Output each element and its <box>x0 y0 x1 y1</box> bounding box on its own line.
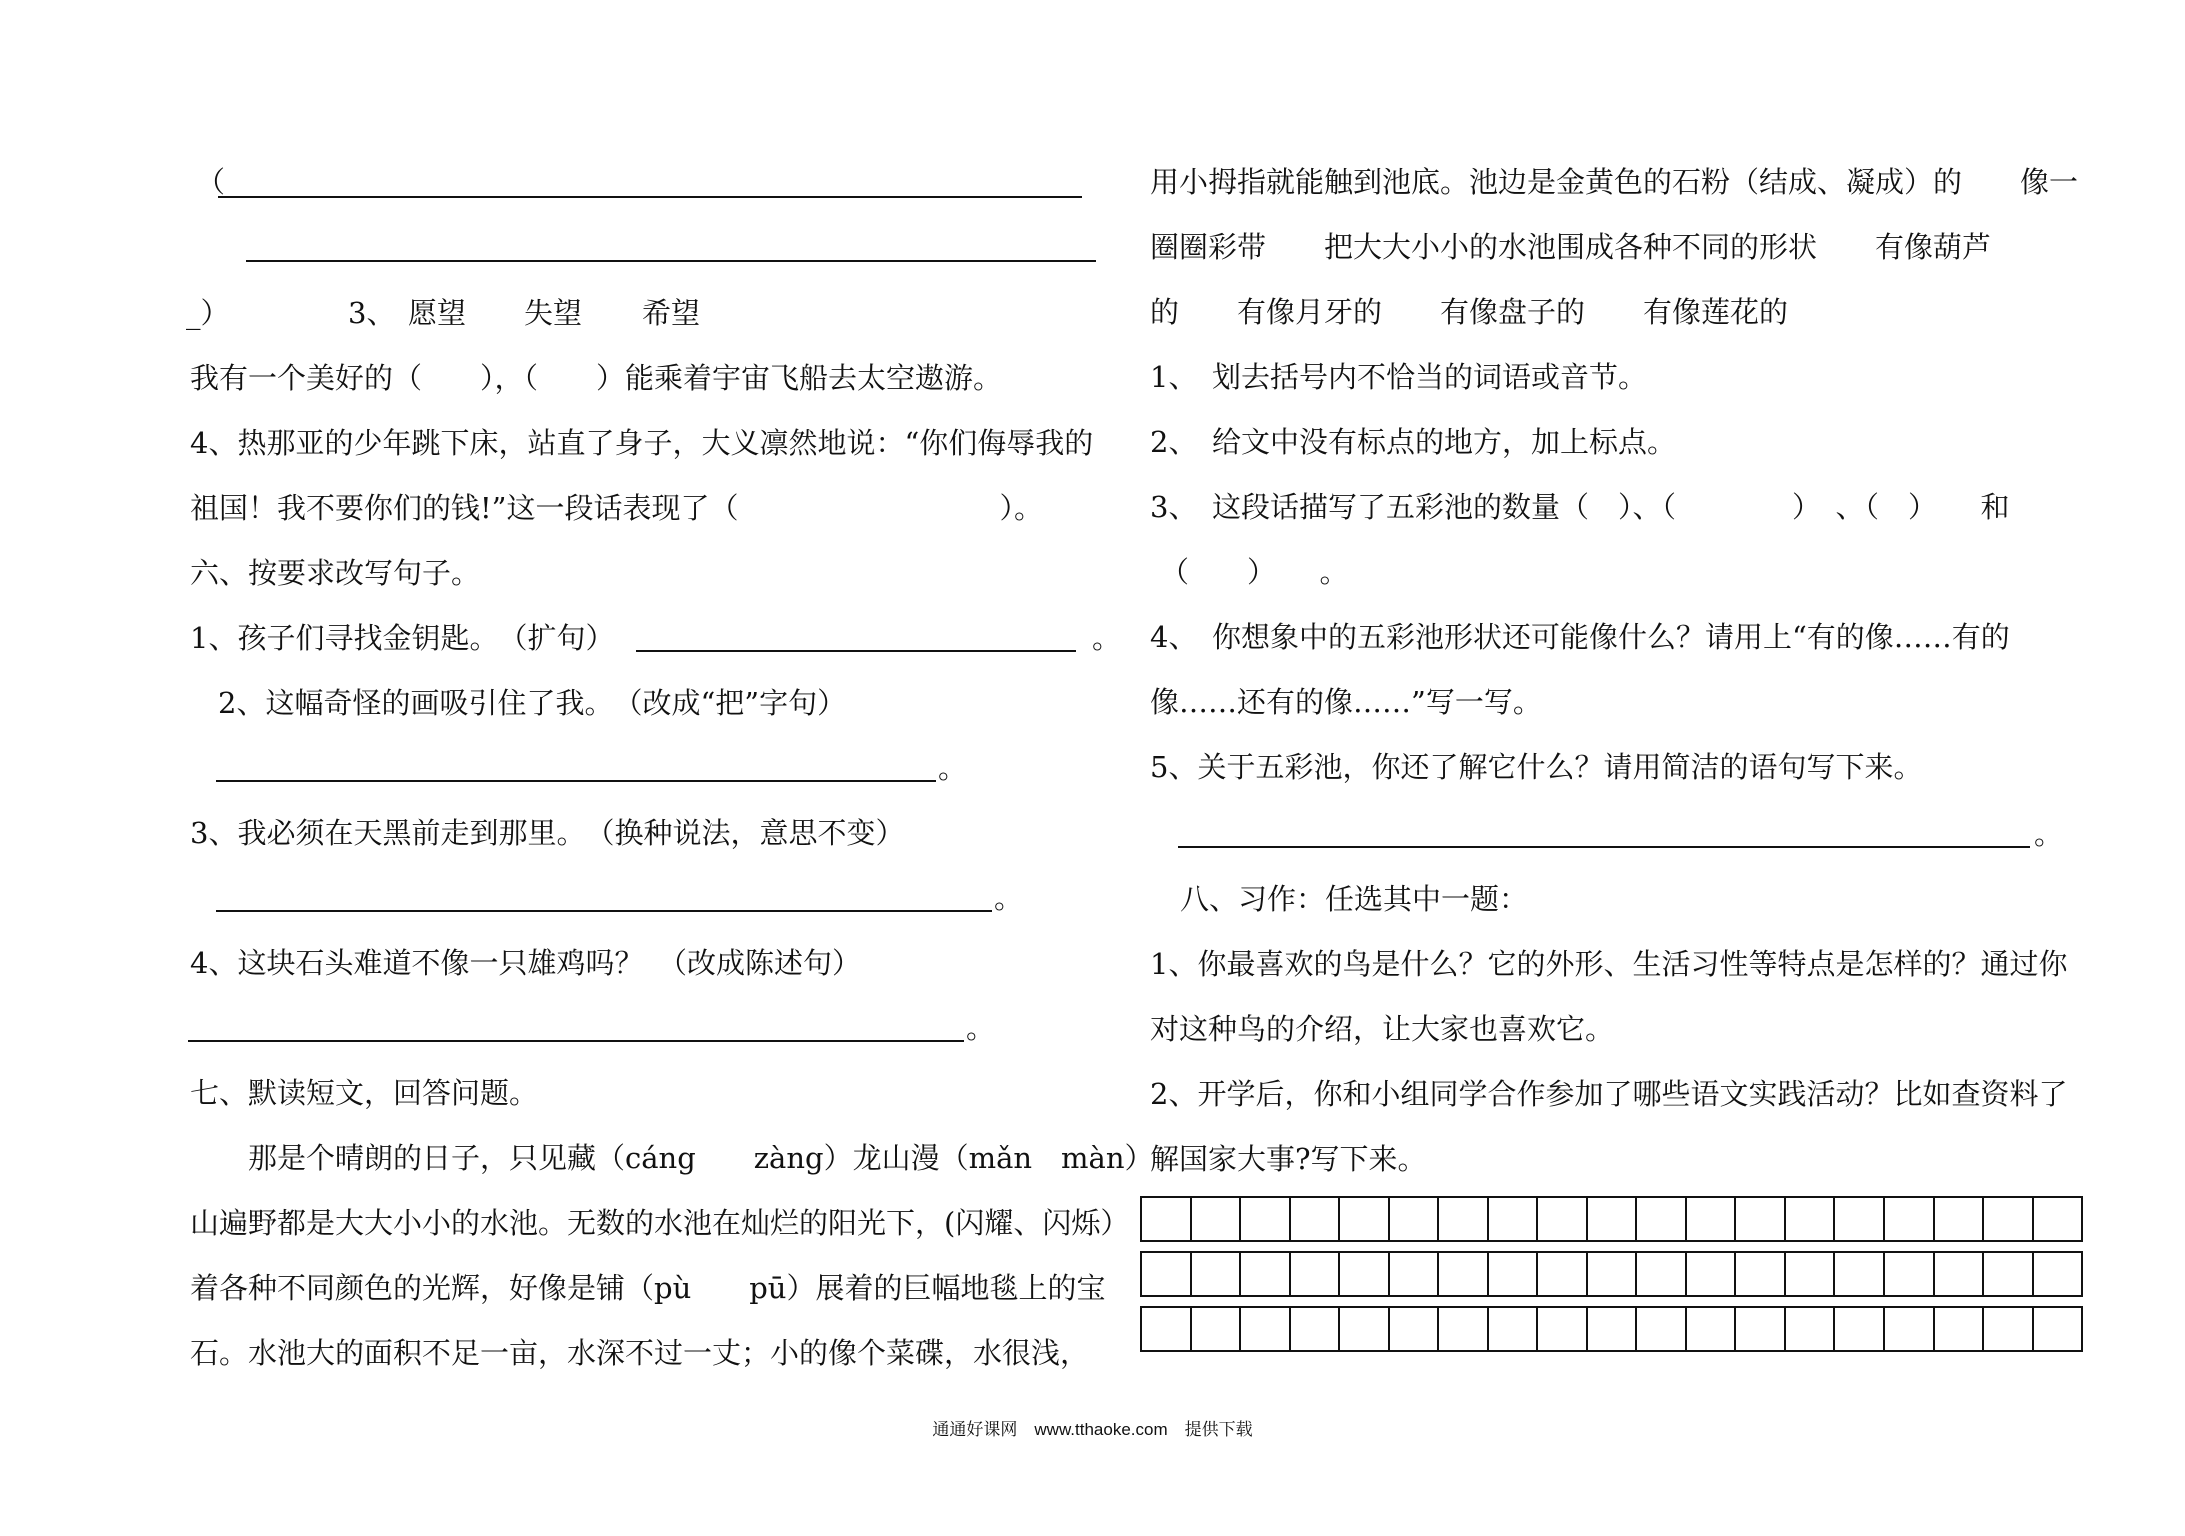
q3-word-2: 失望 <box>524 296 583 330</box>
grid-cell[interactable] <box>1142 1198 1192 1240</box>
grid-cell[interactable] <box>1340 1198 1390 1240</box>
s6-q3-period: 。 <box>994 881 1024 915</box>
grid-cell[interactable] <box>1984 1253 2034 1295</box>
q3-word-1: 愿望 <box>408 296 467 330</box>
grid-cell[interactable] <box>1439 1198 1489 1240</box>
s6-q1-answer-line[interactable] <box>636 650 1076 652</box>
grid-cell[interactable] <box>1142 1253 1192 1295</box>
question-5-answer-line[interactable] <box>1178 846 2030 848</box>
grid-cell[interactable] <box>1984 1198 2034 1240</box>
grid-cell[interactable] <box>1390 1253 1440 1295</box>
q3-word-3: 希望 <box>642 296 701 330</box>
s6-q4-period: 。 <box>966 1011 996 1045</box>
page-footer: 通通好课网 www.tthaoke.com 提供下载 <box>932 1420 1253 1439</box>
grid-cell[interactable] <box>1984 1308 2034 1350</box>
grid-cell[interactable] <box>1340 1308 1390 1350</box>
question-4: 4、 你想象中的五彩池形状还可能像什么？请用上“有的像……有的 <box>1150 620 2010 654</box>
grid-cell[interactable] <box>1538 1253 1588 1295</box>
question-4-cont: 像……还有的像……”写一写。 <box>1150 685 1542 719</box>
s6-q3-answer-line[interactable] <box>216 910 992 912</box>
writing-grid-row[interactable] <box>1140 1306 2083 1352</box>
grid-cell[interactable] <box>1885 1253 1935 1295</box>
passage-line: 用小拇指就能触到池底。池边是金黄色的石粉（结成、凝成）的 像一 <box>1150 165 2079 199</box>
grid-cell[interactable] <box>1439 1308 1489 1350</box>
grid-cell[interactable] <box>1291 1198 1341 1240</box>
grid-cell[interactable] <box>1687 1308 1737 1350</box>
grid-cell[interactable] <box>2034 1253 2082 1295</box>
s6-q1-text: 1、孩子们寻找金钥匙。 （扩句） <box>190 621 615 655</box>
question-5-period: 。 <box>2034 817 2064 851</box>
grid-cell[interactable] <box>1687 1253 1737 1295</box>
essay-option-2: 2、开学后，你和小组同学合作参加了哪些语文实践活动？比如查资料了 <box>1150 1077 2068 1111</box>
grid-cell[interactable] <box>1736 1198 1786 1240</box>
writing-grid-row[interactable] <box>1140 1196 2083 1242</box>
s6-q2-answer-line[interactable] <box>216 780 936 782</box>
grid-cell[interactable] <box>1241 1253 1291 1295</box>
grid-cell[interactable] <box>1588 1253 1638 1295</box>
grid-cell[interactable] <box>1192 1198 1242 1240</box>
grid-cell[interactable] <box>1241 1308 1291 1350</box>
q4-line-1: 4、热那亚的少年跳下床，站直了身子，大义凛然地说：“你们侮辱我的 <box>190 426 1094 460</box>
section-7-title: 七、默读短文，回答问题。 <box>190 1076 539 1110</box>
essay-option-1-cont: 对这种鸟的介绍，让大家也喜欢它。 <box>1150 1012 1615 1046</box>
grid-cell[interactable] <box>1637 1308 1687 1350</box>
section-8-title: 八、习作：任选其中一题： <box>1180 882 1529 916</box>
grid-cell[interactable] <box>1291 1308 1341 1350</box>
grid-cell[interactable] <box>1489 1308 1539 1350</box>
question-3-cont: （ ） 。 <box>1160 555 1349 589</box>
grid-cell[interactable] <box>1390 1308 1440 1350</box>
passage-line: 圈圈彩带 把大大小小的水池围成各种不同的形状 有像葫芦 <box>1150 230 1992 264</box>
grid-cell[interactable] <box>1935 1253 1985 1295</box>
grid-cell[interactable] <box>1637 1198 1687 1240</box>
passage-line: 的 有像月牙的 有像盘子的 有像莲花的 <box>1150 295 1789 329</box>
q2-open-paren: （ <box>196 165 226 199</box>
section-6-title: 六、按要求改写句子。 <box>190 556 481 590</box>
s6-q2-text: 2、这幅奇怪的画吸引住了我。 （改成“把”字句） <box>218 686 847 720</box>
q2-answer-line-2[interactable] <box>246 260 1096 262</box>
grid-cell[interactable] <box>1637 1253 1687 1295</box>
grid-cell[interactable] <box>1835 1308 1885 1350</box>
s6-q2-period: 。 <box>938 751 968 785</box>
s6-q1-period: 。 <box>1092 621 1122 655</box>
grid-cell[interactable] <box>1885 1308 1935 1350</box>
grid-cell[interactable] <box>1935 1198 1985 1240</box>
q2-close-paren: _） <box>186 296 230 330</box>
grid-cell[interactable] <box>2034 1198 2082 1240</box>
essay-option-1: 1、你最喜欢的鸟是什么？它的外形、生活习性等特点是怎样的？通过你 <box>1150 947 2068 981</box>
question-3: 3、 这段话描写了五彩池的数量（ ）、（ ） 、（ ） 和 <box>1150 490 2010 524</box>
grid-cell[interactable] <box>1439 1253 1489 1295</box>
grid-cell[interactable] <box>1885 1198 1935 1240</box>
grid-cell[interactable] <box>1588 1308 1638 1350</box>
passage-line: 着各种不同颜色的光辉，好像是铺（pù pū）展着的巨幅地毯上的宝 <box>190 1271 1106 1305</box>
grid-cell[interactable] <box>1835 1198 1885 1240</box>
grid-cell[interactable] <box>1192 1253 1242 1295</box>
grid-cell[interactable] <box>1192 1308 1242 1350</box>
grid-cell[interactable] <box>1489 1253 1539 1295</box>
grid-cell[interactable] <box>1142 1308 1192 1350</box>
grid-cell[interactable] <box>1291 1253 1341 1295</box>
grid-cell[interactable] <box>1390 1198 1440 1240</box>
essay-option-2-cont: 解国家大事?写下来。 <box>1150 1142 1427 1176</box>
passage-line: 山遍野都是大大小小的水池。无数的水池在灿烂的阳光下，(闪耀、闪烁） <box>190 1206 1130 1240</box>
grid-cell[interactable] <box>1786 1198 1836 1240</box>
q4-line-2: 祖国！我不要你们的钱!”这一段话表现了（ ）。 <box>190 491 1043 525</box>
question-5: 5、关于五彩池，你还了解它什么？请用简洁的语句写下来。 <box>1150 750 1923 784</box>
grid-cell[interactable] <box>1588 1198 1638 1240</box>
grid-cell[interactable] <box>1489 1198 1539 1240</box>
question-2: 2、 给文中没有标点的地方，加上标点。 <box>1150 425 1676 459</box>
grid-cell[interactable] <box>1786 1253 1836 1295</box>
grid-cell[interactable] <box>1786 1308 1836 1350</box>
question-1: 1、 划去括号内不恰当的词语或音节。 <box>1150 360 1647 394</box>
grid-cell[interactable] <box>1935 1308 1985 1350</box>
grid-cell[interactable] <box>1538 1308 1588 1350</box>
passage-line: 石。水池大的面积不足一亩，水深不过一丈；小的像个菜碟，水很浅， <box>190 1336 1090 1370</box>
q2-answer-line-1[interactable] <box>218 196 1082 198</box>
q3-label: 3、 <box>348 296 396 330</box>
passage-line: 那是个晴朗的日子，只见藏（cáng zàng）龙山漫（mǎn màn） <box>190 1141 1154 1175</box>
grid-cell[interactable] <box>1538 1198 1588 1240</box>
writing-grid-row[interactable] <box>1140 1251 2083 1297</box>
grid-cell[interactable] <box>1687 1198 1737 1240</box>
grid-cell[interactable] <box>1736 1308 1786 1350</box>
grid-cell[interactable] <box>1835 1253 1885 1295</box>
s6-q3-text: 3、我必须在天黑前走到那里。 （换种说法，意思不变） <box>190 816 905 850</box>
s6-q4-answer-line[interactable] <box>188 1040 964 1042</box>
grid-cell[interactable] <box>1241 1198 1291 1240</box>
q3-sentence: 我有一个美好的（ ），（ ）能乘着宇宙飞船去太空遨游。 <box>190 361 1003 395</box>
grid-cell[interactable] <box>1736 1253 1786 1295</box>
grid-cell[interactable] <box>1340 1253 1390 1295</box>
s6-q4-text: 4、这块石头难道不像一只雄鸡吗？ （改成陈述句） <box>190 946 861 980</box>
grid-cell[interactable] <box>2034 1308 2082 1350</box>
